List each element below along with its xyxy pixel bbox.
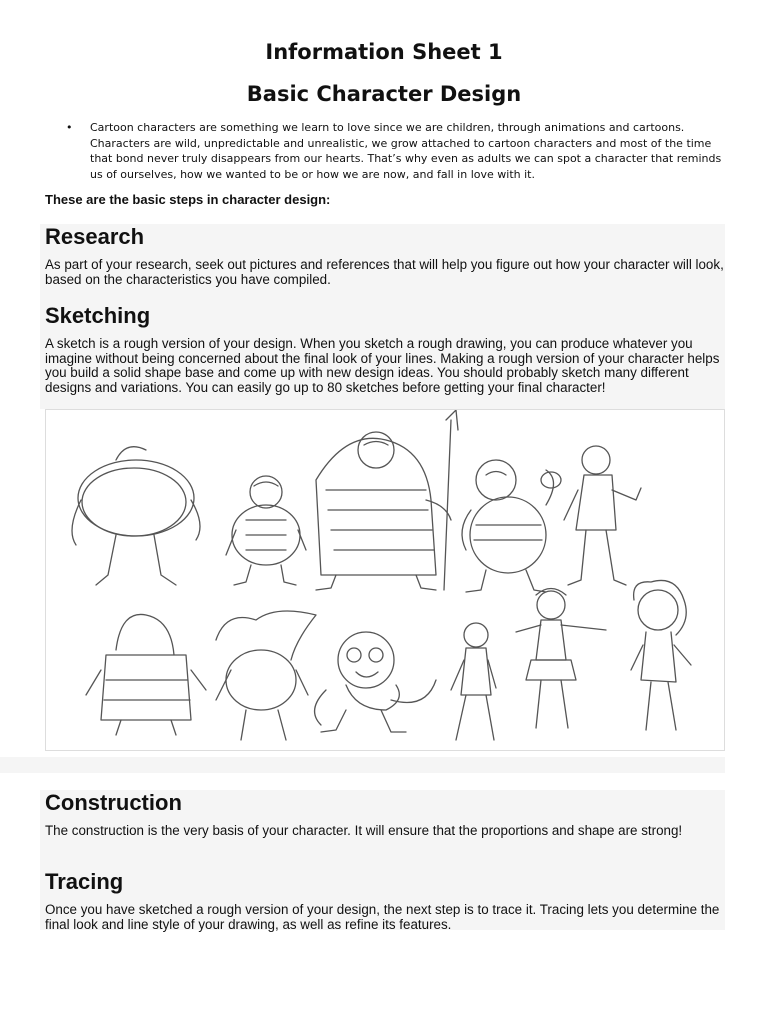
sketch-figure — [315, 632, 436, 732]
bullet-item — [66, 120, 731, 182]
sketch-figure — [86, 614, 206, 735]
separator-band — [0, 757, 725, 773]
page-title: Information Sheet 1 — [265, 40, 503, 64]
sketch-figure — [216, 611, 316, 740]
research-body: As part of your research, seek out pictures and references that will help you figure out how your character will look, based on the characteristics you have compiled. — [45, 257, 724, 287]
sketch-figure — [631, 580, 691, 730]
page-subtitle: Basic Character Design — [246, 82, 522, 106]
character-sketches-image — [45, 409, 725, 751]
sketch-figure — [451, 623, 496, 740]
sketch-figure — [316, 410, 458, 590]
sketch-figure — [462, 460, 561, 592]
tracing-heading: Tracing — [45, 869, 124, 894]
sketch-figure — [72, 447, 200, 585]
sketch-figure — [226, 476, 306, 585]
sketch-figure — [564, 446, 641, 585]
intro-text: These are the basic steps in character design: — [45, 192, 331, 207]
tracing-body: Once you have sketched a rough version of your design, the next step is to trace it. Tracing lets you determine the final look and line style of your drawing, as well as refine its features. — [45, 902, 720, 932]
bullet-symbol: • — [66, 121, 73, 134]
sketch-figure — [516, 589, 606, 729]
research-heading: Research — [45, 224, 145, 249]
sketching-heading: Sketching — [45, 303, 151, 328]
bullet-text: Cartoon characters are something we learn to love since we are children, through animations and cartoons. Characters are wild, unpredictable and unrealistic, we grow attached to cartoon characters and most of the time that bond never truly disappears from our hearts. That’s why even as adults we can spot a character that reminds us of ourselves, how we wanted to be or how we are now, and fall in love with it. — [90, 121, 722, 181]
construction-heading: Construction — [45, 790, 182, 815]
construction-body: The construction is the very basis of your character. It will ensure that the proportions and shape are strong! — [45, 823, 683, 838]
sketching-body: A sketch is a rough version of your design. When you sketch a rough drawing, you can produce whatever you imagine without being concerned about the final look of your lines. Making a rough version of your character helps you build a solid shape base and come up with new design ideas. You should probably sketch many different designs and variations. You can easily go up to 80 sketches before getting your final character! — [45, 336, 720, 395]
